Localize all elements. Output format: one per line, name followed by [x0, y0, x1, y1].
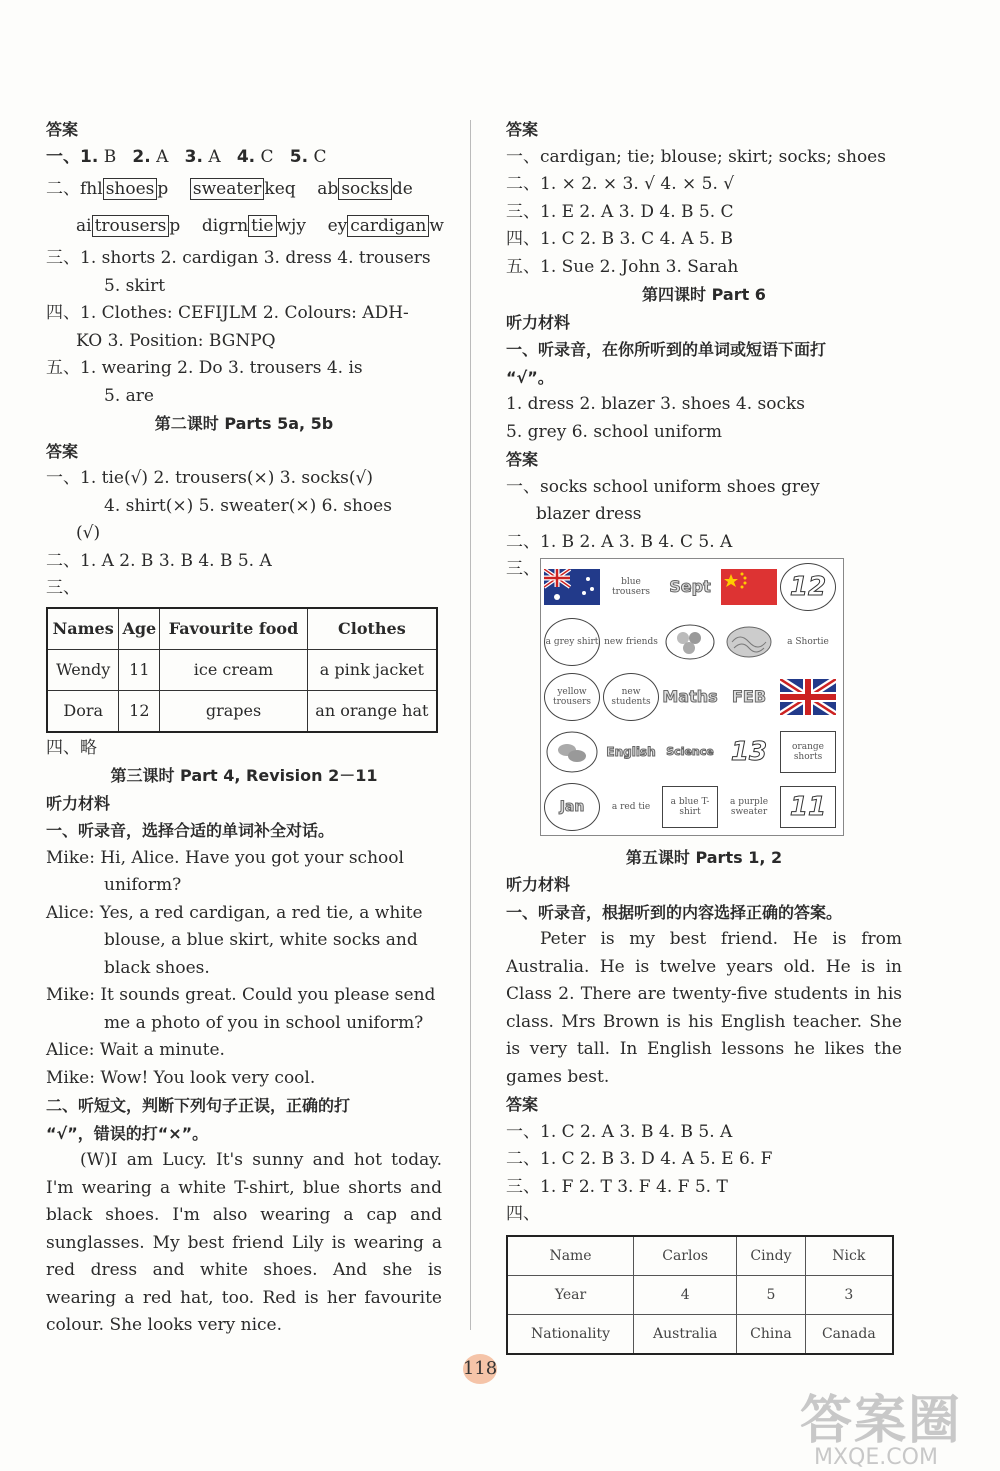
- dialog-line: Alice: Yes, a red cardigan, a red tie, a white: [46, 902, 423, 923]
- word-list: 5. grey 6. school uniform: [506, 421, 722, 442]
- table-row: Wendy 11 ice cream a pink jacket: [47, 649, 437, 690]
- grid-oval-cell: new students: [602, 671, 660, 723]
- food-bowl-icon: [543, 726, 601, 778]
- uk-flag-icon: [779, 671, 837, 723]
- question-prompt: 一、听录音，根据听到的内容选择正确的答案。: [506, 902, 843, 922]
- question-prompt: 一、听录音，选择合适的单词补全对话。: [46, 821, 335, 840]
- boxed-word: shoes: [103, 178, 158, 200]
- answer-line: 二、1. B 2. A 3. B 4. C 5. A: [506, 531, 733, 552]
- table-row: Nationality Australia China Canada: [507, 1314, 893, 1354]
- number-cell: 12: [779, 561, 837, 613]
- right-column: [506, 116, 902, 1355]
- answer-line: 四、: [506, 1204, 540, 1224]
- table-row: Year 4 5 3: [507, 1275, 893, 1314]
- answer-line: 二、1. A 2. B 3. B 4. B 5. A: [46, 550, 272, 571]
- listening-label: 听力材料: [46, 793, 111, 813]
- grid-text-cell: a purple sweater: [729, 796, 769, 817]
- number-cell: 11: [779, 781, 837, 833]
- answer-line: 三、1. shorts 2. cardigan 3. dress 4. trousers: [46, 248, 431, 268]
- question-prompt: “√”，错误的打“×”。: [46, 1123, 209, 1143]
- listening-label: 听力材料: [506, 312, 571, 332]
- dialog-line: me a photo of you in school uniform?: [104, 1012, 424, 1033]
- grid-rect-cell: a blue T-shirt: [661, 781, 719, 833]
- answer-label: 答案: [46, 441, 79, 461]
- answer-line: KO 3. Position: BGNPQ: [76, 330, 276, 351]
- boxed-word: trousers: [92, 215, 170, 237]
- answer-label: 答案: [506, 120, 539, 139]
- boxed-word: tie: [248, 215, 276, 237]
- question-prompt: 一、听录音，在你所听到的单词或短语下面打: [506, 340, 827, 359]
- grid-oval-cell: Jan: [543, 781, 601, 833]
- table-header: Names: [47, 608, 119, 650]
- dialog-line: blouse, a blue skirt, white socks and: [104, 930, 418, 950]
- dialog-line: Mike: Hi, Alice. Have you got your school: [46, 847, 404, 868]
- listening-label: 听力材料: [506, 875, 571, 894]
- boxed-word: sweater: [190, 178, 265, 200]
- answer-line: 一、1. B 2. A 3. A 4. C 5. C: [46, 146, 327, 167]
- answer-line: (√): [76, 523, 101, 543]
- boxed-word: cardigan: [347, 215, 429, 237]
- grid-oval-cell: yellow trousers: [543, 671, 601, 723]
- nationality-table: [506, 1235, 894, 1355]
- answer-line: 4. shirt(×) 5. sweater(×) 6. shoes: [104, 495, 392, 516]
- answer-label: 答案: [506, 450, 539, 469]
- grid-text-cell: new friends: [604, 636, 658, 647]
- answer-line: 三、: [506, 559, 540, 579]
- picture-grid: [540, 558, 844, 836]
- dialog-line: Mike: It sounds great. Could you please send: [46, 985, 436, 1005]
- answer-line: 一、cardigan; tie; blouse; skirt; socks; shoes: [506, 146, 886, 167]
- grid-graffiti-cell: Sept: [669, 577, 711, 596]
- dialog-line: Alice: Wait a minute.: [46, 1040, 225, 1060]
- answer-line: blazer dress: [536, 504, 642, 524]
- number-cell: 13: [730, 736, 768, 767]
- grid-oval-cell: a grey shirt: [543, 616, 601, 668]
- answer-label: 答案: [506, 1095, 539, 1114]
- answer-line: 四、1. C 2. B 3. C 4. A 5. B: [506, 229, 734, 249]
- answer-line: 一、1. C 2. A 3. B 4. B 5. A: [506, 1121, 733, 1142]
- answer-label: 答案: [46, 120, 79, 139]
- grid-rect-cell: orange shorts: [779, 726, 837, 778]
- passage: Peter is my best friend. He is from Australia. He is twelve years old. He is in Class 2. There are twenty-five students in his class. Mrs Brown is his English teacher. She is very tall. In English lessons he likes the games best.: [506, 929, 902, 1087]
- left-column: [46, 116, 442, 1340]
- answer-line: 一、1. tie(√) 2. trousers(×) 3. socks(√): [46, 468, 373, 488]
- dialog-line: Mike: Wow! You look very cool.: [46, 1067, 316, 1088]
- grid-graffiti-cell: FEB: [731, 687, 767, 706]
- dialog-line: uniform?: [104, 875, 182, 895]
- grid-text-cell: a Shortie: [787, 636, 829, 647]
- table-header: Age: [119, 608, 160, 650]
- word-list: 1. dress 2. blazer 3. shoes 4. socks: [506, 394, 806, 414]
- answer-line: 四、1. Clothes: CEFIJLM 2. Colours: ADH-: [46, 303, 409, 323]
- answer-line: 5. skirt: [104, 275, 166, 296]
- answer-line: 三、1. F 2. T 3. F 4. F 5. T: [506, 1176, 728, 1197]
- passage: (W)I am Lucy. It's sunny and hot today. I'm wearing a white T-shirt, blue shorts and black shoes. I'm also wearing a cap and sunglasses. My best friend Lily is wearing a red dress and white shoes. And she is wearing a red hat, too. Red is her favourite colour. She looks very nice.: [46, 1150, 442, 1335]
- grid-graffiti-cell: English: [606, 744, 656, 759]
- grid-graffiti-cell: Maths: [662, 687, 718, 706]
- answer-line: 5. are: [104, 385, 154, 406]
- word-search-line: ai trousers p digrn tie wjy ey cardigan w: [76, 216, 444, 236]
- boxed-word: socks: [338, 178, 392, 200]
- table-row: Dora 12 grapes an orange hat: [47, 690, 437, 732]
- answer-line: 五、1. wearing 2. Do 3. trousers 4. is: [46, 358, 363, 378]
- column-divider: [470, 120, 471, 1330]
- table-row: Name Carlos Cindy Nick: [507, 1236, 893, 1276]
- dialog-line: black shoes.: [104, 957, 210, 978]
- australia-flag-icon: [543, 561, 601, 613]
- grid-text-cell: a red tie: [611, 801, 651, 812]
- grid-graffiti-cell: Science: [666, 745, 714, 758]
- answer-line: 二、1. × 2. × 3. √ 4. × 5. √: [506, 174, 735, 194]
- answer-line: 四、略: [46, 737, 97, 758]
- question-prompt: “√”。: [506, 367, 554, 387]
- lesson-title: 第三课时 Part 4, Revision 2－11: [110, 766, 378, 785]
- answer-line: 一、socks school uniform shoes grey: [506, 476, 820, 497]
- table-header: Clothes: [307, 608, 437, 650]
- answer-line: 三、1. E 2. A 3. D 4. B 5. C: [506, 201, 734, 222]
- question-prompt: 二、听短文，判断下列句子正误，正确的打: [46, 1096, 351, 1115]
- names-table: [46, 607, 438, 733]
- table-header: Favourite food: [160, 608, 307, 650]
- food-bowl-icon: [661, 616, 719, 668]
- page-number: 118: [459, 1352, 501, 1386]
- watermark-logo: 答案圈 MXQE.COM: [800, 1391, 963, 1470]
- answer-line: 二、1. C 2. B 3. D 4. A 5. E 6. F: [506, 1149, 773, 1169]
- answer-line: 五、1. Sue 2. John 3. Sarah: [506, 256, 739, 277]
- lesson-title: 第五课时 Parts 1, 2: [625, 847, 783, 867]
- china-flag-icon: [720, 561, 778, 613]
- brain-food-icon: [720, 616, 778, 668]
- grid-text-cell: blue trousers: [612, 576, 650, 597]
- word-search-line: 二、fhl shoes p sweater keq ab socks de: [46, 179, 413, 199]
- answer-line: 三、: [46, 578, 80, 598]
- lesson-title: 第四课时 Part 6: [642, 285, 766, 304]
- lesson-title: 第二课时 Parts 5a, 5b: [154, 414, 334, 433]
